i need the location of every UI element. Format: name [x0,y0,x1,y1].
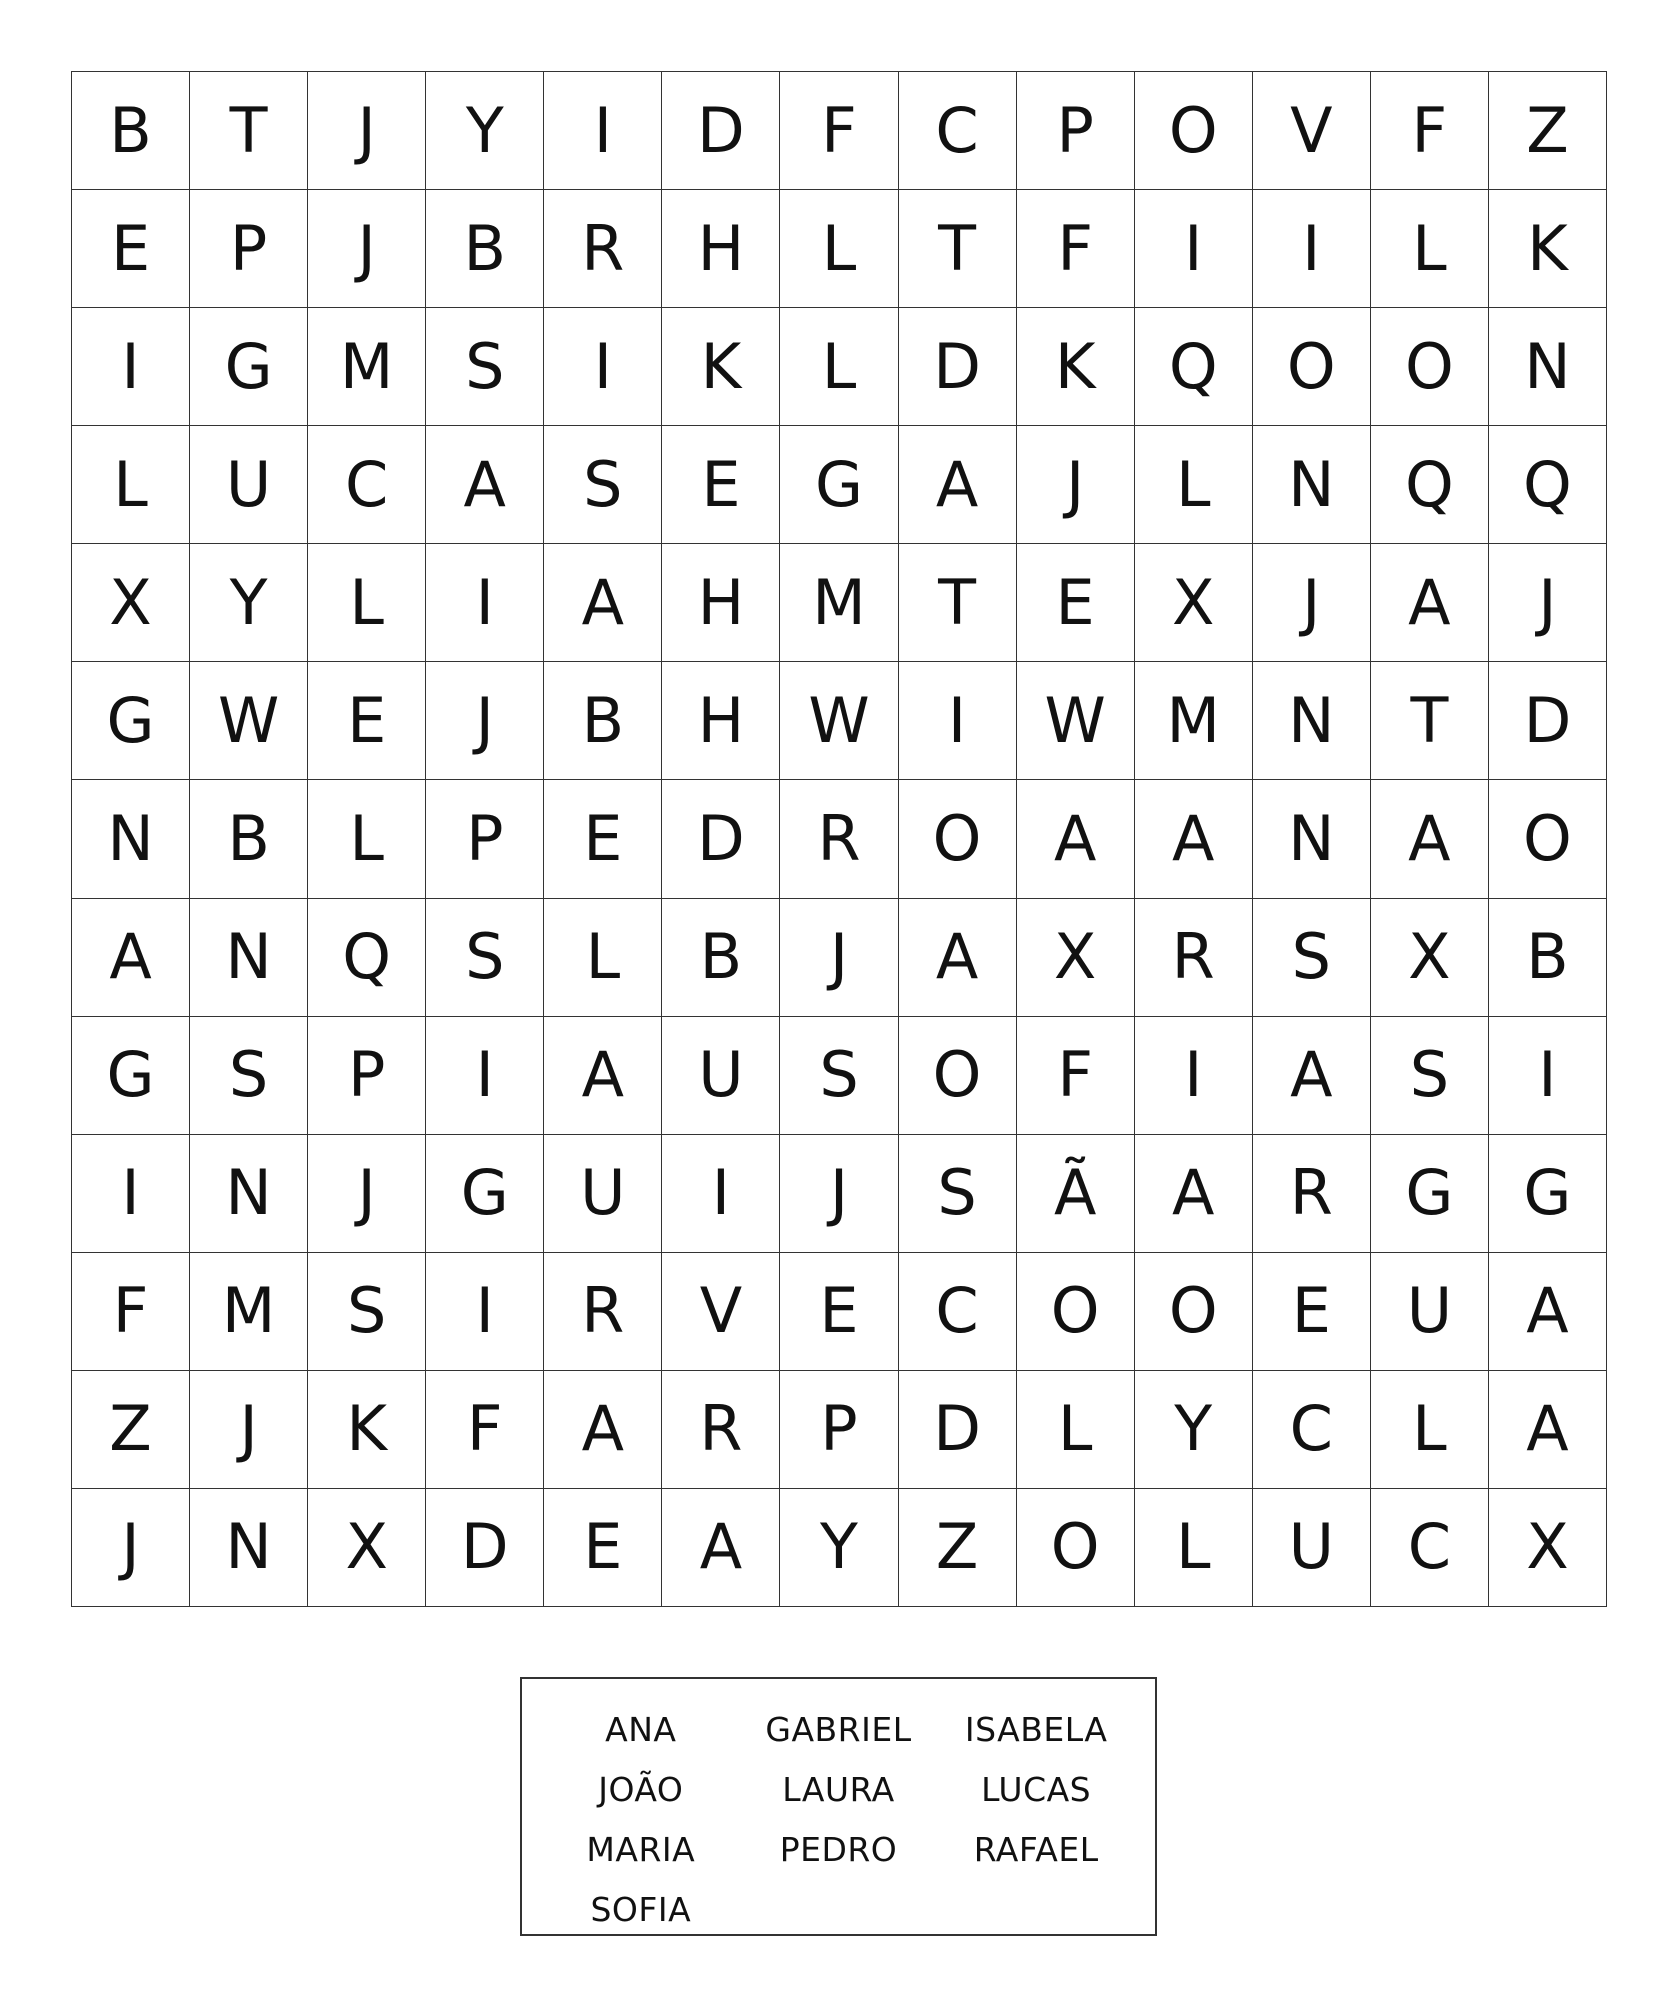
grid-cell[interactable]: W [1017,662,1135,780]
grid-cell[interactable]: T [1371,662,1489,780]
grid-cell[interactable]: A [662,1489,780,1607]
grid-cell[interactable]: U [544,1135,662,1253]
grid-cell[interactable]: K [1017,308,1135,426]
grid-cell[interactable]: Y [780,1489,898,1607]
grid-cell[interactable]: L [1135,1489,1253,1607]
grid-cell[interactable]: L [1371,1371,1489,1489]
grid-cell[interactable]: J [308,190,426,308]
grid-cell[interactable]: Z [899,1489,1017,1607]
grid-cell[interactable]: R [1135,899,1253,1017]
grid-cell[interactable]: D [426,1489,544,1607]
word-list [520,1677,1157,1936]
grid-cell[interactable]: I [72,1135,190,1253]
grid-cell[interactable]: B [1489,899,1607,1017]
grid-cell[interactable]: G [780,426,898,544]
grid-cell[interactable]: C [899,72,1017,190]
grid-cell[interactable]: R [544,1253,662,1371]
grid-cell[interactable]: L [1017,1371,1135,1489]
word-list-item: LAURA [782,1769,895,1809]
grid-cell[interactable]: A [1489,1253,1607,1371]
grid-cell[interactable]: J [190,1371,308,1489]
grid-cell[interactable]: S [780,1017,898,1135]
grid-cell[interactable]: T [190,72,308,190]
grid-cell[interactable]: L [780,308,898,426]
grid-cell[interactable]: W [780,662,898,780]
grid-cell[interactable]: R [544,190,662,308]
grid-cell[interactable]: L [1135,426,1253,544]
grid-cell[interactable]: J [1489,544,1607,662]
grid-cell[interactable]: K [308,1371,426,1489]
grid-cell[interactable]: G [1489,1135,1607,1253]
grid-cell[interactable]: X [1135,544,1253,662]
grid-cell[interactable]: F [1371,72,1489,190]
grid-cell[interactable]: M [190,1253,308,1371]
grid-cell[interactable]: A [1135,1135,1253,1253]
grid-cell[interactable]: N [190,1135,308,1253]
grid-cell[interactable]: A [1371,780,1489,898]
grid-cell[interactable]: D [899,1371,1017,1489]
grid-cell[interactable]: G [72,1017,190,1135]
grid-cell[interactable]: M [1135,662,1253,780]
grid-cell[interactable]: I [1135,1017,1253,1135]
grid-cell[interactable]: H [662,544,780,662]
grid-cell[interactable]: G [426,1135,544,1253]
grid-cell[interactable]: T [899,544,1017,662]
grid-cell[interactable]: E [662,426,780,544]
grid-cell[interactable]: V [662,1253,780,1371]
grid-cell[interactable]: A [1489,1371,1607,1489]
word-list-item: RAFAEL [973,1829,1099,1869]
grid-cell[interactable]: J [72,1489,190,1607]
grid-cell[interactable]: N [1253,780,1371,898]
grid-cell[interactable]: P [1017,72,1135,190]
grid-cell[interactable]: F [72,1253,190,1371]
grid-cell[interactable]: C [308,426,426,544]
grid-cell[interactable]: Z [1489,72,1607,190]
grid-cell[interactable]: Q [1135,308,1253,426]
grid-cell[interactable]: B [544,662,662,780]
grid-cell[interactable]: B [662,899,780,1017]
grid-cell[interactable]: D [662,72,780,190]
grid-cell[interactable]: E [780,1253,898,1371]
grid-cell[interactable]: I [544,72,662,190]
grid-cell[interactable]: F [780,72,898,190]
grid-cell[interactable]: O [899,1017,1017,1135]
grid-cell[interactable]: Q [1371,426,1489,544]
grid-cell[interactable]: A [899,899,1017,1017]
grid-cell[interactable]: I [899,662,1017,780]
grid-cell[interactable]: R [1253,1135,1371,1253]
grid-cell[interactable]: O [1017,1253,1135,1371]
grid-cell[interactable]: F [426,1371,544,1489]
grid-cell[interactable]: S [1371,1017,1489,1135]
grid-cell[interactable]: J [780,899,898,1017]
word-list-item: MARIA [586,1829,696,1869]
grid-cell[interactable]: Ã [1017,1135,1135,1253]
word-list-item: ISABELA [964,1709,1108,1749]
grid-cell[interactable]: O [1253,308,1371,426]
grid-cell[interactable]: A [1253,1017,1371,1135]
grid-cell[interactable]: N [72,780,190,898]
grid-cell[interactable]: I [426,544,544,662]
grid-cell[interactable]: D [899,308,1017,426]
grid-cell[interactable]: S [544,426,662,544]
grid-cell[interactable]: I [1135,190,1253,308]
grid-cell[interactable]: J [308,1135,426,1253]
grid-cell[interactable]: I [426,1253,544,1371]
grid-cell[interactable]: L [1371,190,1489,308]
grid-cell[interactable]: K [1489,190,1607,308]
grid-cell[interactable]: E [1253,1253,1371,1371]
grid-cell[interactable]: I [1489,1017,1607,1135]
grid-cell[interactable]: G [190,308,308,426]
word-list-item: JOÃO [598,1769,684,1809]
grid-cell[interactable]: W [190,662,308,780]
grid-cell[interactable]: E [1017,544,1135,662]
grid-cell[interactable]: I [662,1135,780,1253]
word-search-grid [71,71,1607,1607]
grid-cell[interactable]: L [780,190,898,308]
grid-cell[interactable]: S [1253,899,1371,1017]
grid-cell[interactable]: E [72,190,190,308]
grid-cell[interactable]: M [780,544,898,662]
grid-cell[interactable]: A [72,899,190,1017]
grid-cell[interactable]: Q [308,899,426,1017]
grid-cell[interactable]: C [1371,1489,1489,1607]
grid-cell[interactable]: N [190,899,308,1017]
word-list-item: PEDRO [779,1829,898,1869]
grid-cell[interactable]: F [1017,190,1135,308]
grid-cell[interactable]: N [190,1489,308,1607]
grid-cell[interactable]: S [190,1017,308,1135]
grid-cell[interactable]: D [662,780,780,898]
grid-cell[interactable]: H [662,190,780,308]
grid-cell[interactable]: B [72,72,190,190]
grid-cell[interactable]: H [662,662,780,780]
word-list-item: LUCAS [981,1769,1092,1809]
grid-cell[interactable]: R [662,1371,780,1489]
word-list-item: GABRIEL [765,1709,912,1749]
grid-cell[interactable]: A [1017,780,1135,898]
grid-cell[interactable]: U [1253,1489,1371,1607]
grid-cell[interactable]: A [899,426,1017,544]
grid-cell[interactable]: L [544,899,662,1017]
grid-cell[interactable]: N [1489,308,1607,426]
grid-cell[interactable]: L [72,426,190,544]
grid-cell[interactable]: P [190,190,308,308]
grid-cell[interactable]: X [1489,1489,1607,1607]
grid-cell[interactable]: L [308,544,426,662]
grid-cell[interactable]: G [1371,1135,1489,1253]
grid-cell[interactable]: O [1489,780,1607,898]
grid-cell[interactable]: Z [72,1371,190,1489]
grid-cell[interactable]: A [544,1017,662,1135]
grid-cell[interactable]: E [308,662,426,780]
grid-cell[interactable]: O [1135,72,1253,190]
grid-cell[interactable]: X [308,1489,426,1607]
grid-cell[interactable]: S [308,1253,426,1371]
grid-cell[interactable]: U [662,1017,780,1135]
grid-cell[interactable]: U [190,426,308,544]
grid-cell[interactable]: C [1253,1371,1371,1489]
grid-cell[interactable]: T [899,190,1017,308]
word-list-item: SOFIA [590,1889,692,1929]
grid-cell[interactable]: G [72,662,190,780]
grid-cell[interactable]: I [426,1017,544,1135]
grid-cell[interactable]: I [544,308,662,426]
grid-cell[interactable]: O [1371,308,1489,426]
grid-cell[interactable]: A [426,426,544,544]
grid-cell[interactable]: S [426,899,544,1017]
grid-cell[interactable]: J [780,1135,898,1253]
grid-cell[interactable]: B [426,190,544,308]
grid-cell[interactable]: F [1017,1017,1135,1135]
grid-cell[interactable]: O [899,780,1017,898]
grid-cell[interactable]: L [308,780,426,898]
grid-cell[interactable]: A [544,544,662,662]
grid-cell[interactable]: X [1371,899,1489,1017]
grid-cell[interactable]: Y [190,544,308,662]
grid-cell[interactable]: U [1371,1253,1489,1371]
grid-cell[interactable]: Q [1489,426,1607,544]
grid-cell[interactable]: O [1017,1489,1135,1607]
grid-cell[interactable]: A [1371,544,1489,662]
grid-cell[interactable]: P [308,1017,426,1135]
grid-cell[interactable]: R [780,780,898,898]
grid-cell[interactable]: Y [426,72,544,190]
word-list-item: ANA [605,1709,677,1749]
grid-cell[interactable]: S [426,308,544,426]
grid-cell[interactable]: B [190,780,308,898]
grid-cell[interactable]: J [1253,544,1371,662]
grid-cell[interactable]: P [426,780,544,898]
grid-cell[interactable]: O [1135,1253,1253,1371]
grid-cell[interactable]: V [1253,72,1371,190]
grid-cell[interactable]: E [544,1489,662,1607]
grid-cell[interactable]: N [1253,426,1371,544]
grid-cell[interactable]: X [1017,899,1135,1017]
grid-cell[interactable]: I [1253,190,1371,308]
grid-cell[interactable]: E [544,780,662,898]
grid-cell[interactable]: S [899,1135,1017,1253]
grid-cell[interactable]: P [780,1371,898,1489]
grid-cell[interactable]: Y [1135,1371,1253,1489]
grid-cell[interactable]: C [899,1253,1017,1371]
grid-cell[interactable]: J [1017,426,1135,544]
grid-cell[interactable]: K [662,308,780,426]
grid-cell[interactable]: J [308,72,426,190]
grid-cell[interactable]: A [1135,780,1253,898]
grid-cell[interactable]: D [1489,662,1607,780]
grid-cell[interactable]: X [72,544,190,662]
grid-cell[interactable]: A [544,1371,662,1489]
grid-cell[interactable]: M [308,308,426,426]
grid-cell[interactable]: N [1253,662,1371,780]
grid-cell[interactable]: J [426,662,544,780]
grid-cell[interactable]: I [72,308,190,426]
